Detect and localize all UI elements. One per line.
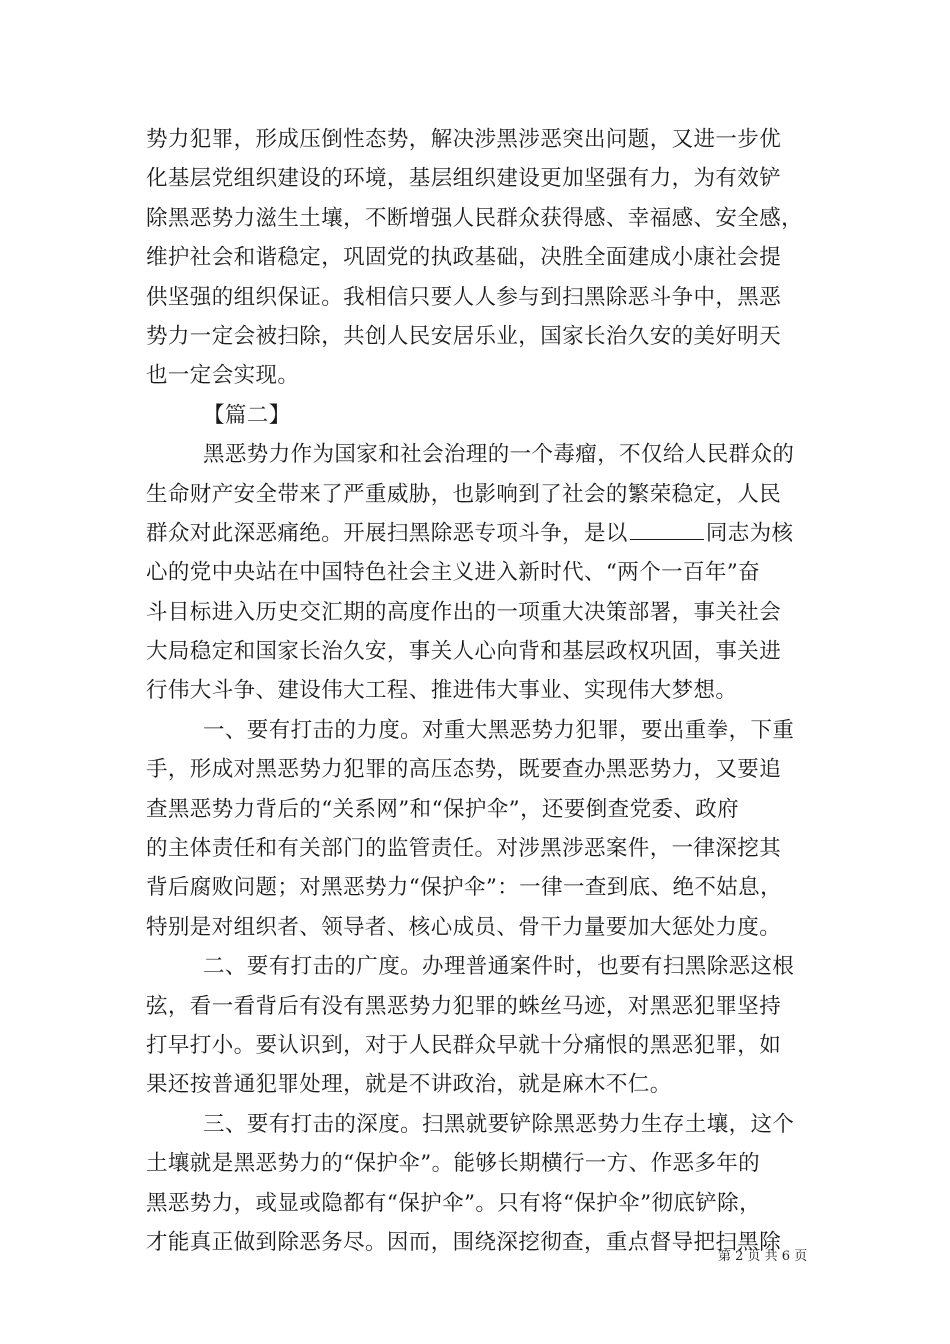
text-line: 大局稳定和国家长治久安，事关人心向背和基层政权巩固，事关进: [146, 639, 782, 665]
text-line: 供坚强的组织保证。我相信只要人人参与到扫黑除恶斗争中，黑恶: [146, 284, 782, 310]
text-line: 才能真正做到除恶务尽。因而，围绕深挖彻查，重点督导把扫黑除: [146, 1229, 782, 1255]
text-line: 也一定会实现。: [146, 363, 300, 389]
section-heading: 【篇二】: [203, 402, 291, 428]
text-line: 果还按普通犯罪处理，就是不讲政治，就是麻木不仁。: [146, 1072, 672, 1098]
text-line: 除黑恶势力滋生土壤，不断增强人民群众获得感、幸福感、安全感，: [146, 205, 804, 231]
text-fragment: 同志为核: [705, 520, 794, 546]
text-line: 势力犯罪，形成压倒性态势，解决涉黑涉恶突出问题，又进一步优: [146, 127, 782, 152]
text-line: 黑恶势力作为国家和社会治理的一个毒瘤，不仅给人民群众的: [203, 442, 795, 468]
text-line: 特别是对组织者、领导者、核心成员、骨干力量要加大惩处力度。: [146, 914, 782, 940]
text-line: 黑恶势力，或显或隐都有“保护伞”。只有将“保护伞”彻底铲除，: [146, 1190, 761, 1216]
text-line: 三、要有打击的深度。扫黑就要铲除黑恶势力生存土壤，这个: [203, 1111, 795, 1137]
text-line: 土壤就是黑恶势力的“保护伞”。能够长期横行一方、作恶多年的: [146, 1151, 761, 1177]
text-line: 一、要有打击的力度。对重大黑恶势力犯罪，要出重拳，下重: [203, 717, 795, 743]
text-line-with-blank: [146, 514, 806, 553]
text-line: 势力一定会被扫除，共创人民安居乐业，国家长治久安的美好明天: [146, 323, 782, 349]
text-line: 斗目标进入历史交汇期的高度作出的一项重大决策部署，事关社会: [146, 599, 782, 625]
text-line: 打早打小。要认识到，对于人民群众早就十分痛恨的黑恶犯罪，如: [146, 1032, 782, 1058]
text-line: 二、要有打击的广度。办理普通案件时，也要有扫黑除恶这根: [203, 954, 795, 980]
text-line: 心的党中央站在中国特色社会主义进入新时代、“两个一百年”奋: [146, 560, 761, 586]
page-number: 第 2 页 共 6 页: [718, 1249, 808, 1264]
text-line: 生命财产安全带来了严重威胁，也影响到了社会的繁荣稳定，人民: [146, 481, 782, 507]
text-line: 弦，看一看背后有没有黑恶势力犯罪的蛛丝马迹，对黑恶犯罪坚持: [146, 993, 782, 1019]
text-line: 背后腐败问题；对黑恶势力“保护伞”：一律一查到底、绝不姑息，: [146, 875, 782, 901]
text-line: 手，形成对黑恶势力犯罪的高压态势，既要查办黑恶势力，又要追: [146, 757, 782, 783]
text-line: 的主体责任和有关部门的监管责任。对涉黑涉恶案件，一律深挖其: [146, 836, 782, 862]
fill-in-blank: [630, 517, 704, 540]
text-line: 行伟大斗争、建设伟大工程、推进伟大事业、实现伟大梦想。: [146, 678, 738, 704]
text-line: 维护社会和谐稳定，巩固党的执政基础，决胜全面建成小康社会提: [146, 245, 782, 271]
document-body: [146, 120, 806, 1262]
text-fragment: 群众对此深恶痛绝。开展扫黑除恶专项斗争，是以: [146, 520, 628, 546]
text-line: 化基层党组织建设的环境，基层组织建设更加坚强有力，为有效铲: [146, 166, 782, 192]
text-line: 查黑恶势力背后的“关系网”和“保护伞”，还要倒查党委、政府: [146, 796, 740, 822]
